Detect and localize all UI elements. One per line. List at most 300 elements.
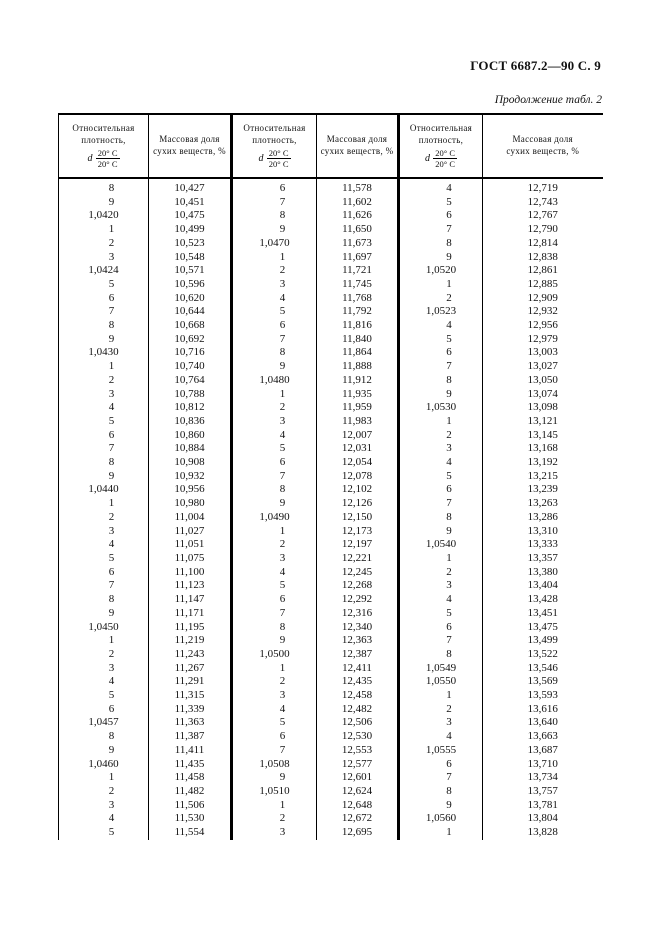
mass-cell: 13,499	[527, 634, 558, 647]
table-row	[59, 511, 603, 525]
mass-cell: 13,168	[527, 442, 558, 455]
mass-cell: 13,640	[527, 716, 558, 729]
table-row	[59, 178, 603, 196]
density-cell: 1,0508	[232, 758, 317, 772]
density-cell: 7	[232, 333, 317, 347]
density-cell: 1,0520	[399, 264, 483, 278]
mass-cell: 11,243	[149, 648, 232, 662]
document-reference: ГОСТ 6687.2—90 С. 9	[470, 58, 601, 73]
mass-cell: 13,451	[527, 606, 558, 619]
mass-cell: 10,740	[149, 360, 232, 374]
table-row	[59, 319, 603, 333]
mass-cell: 11,935	[317, 388, 399, 402]
mass-cell: 12,838	[527, 250, 558, 263]
mass-cell: 12,530	[317, 730, 399, 744]
density-cell: 9	[59, 333, 149, 347]
mass-cell: 12,601	[317, 771, 399, 785]
table-continuation-label: Продолжение табл. 2	[494, 94, 602, 106]
table-row	[59, 456, 603, 470]
table-row	[59, 716, 603, 730]
table-row	[59, 634, 603, 648]
density-cell: 7	[399, 634, 483, 648]
table-row	[59, 525, 603, 539]
mass-cell: 12,126	[317, 497, 399, 511]
table-row	[59, 209, 603, 223]
density-cell: 9	[59, 607, 149, 621]
density-cell: 2	[399, 292, 483, 306]
mass-cell: 10,932	[149, 470, 232, 484]
mass-cell: 13,003	[527, 346, 558, 359]
mass-cell: 13,310	[527, 524, 558, 537]
mass-cell: 10,571	[149, 264, 232, 278]
density-header: Относительная плотность, d $\frac{20^\circ С}{20^\circ С}$	[232, 114, 317, 178]
density-cell: 6	[232, 456, 317, 470]
mass-cell: 11,792	[317, 305, 399, 319]
density-cell: 9	[232, 360, 317, 374]
density-cell: 4	[399, 456, 483, 470]
density-cell: 4	[232, 429, 317, 443]
density-cell: 7	[399, 771, 483, 785]
table-row	[59, 388, 603, 402]
mass-cell: 12,387	[317, 648, 399, 662]
density-cell: 8	[59, 730, 149, 744]
table-row	[59, 771, 603, 785]
density-cell: 3	[232, 826, 317, 840]
mass-cell: 11,888	[317, 360, 399, 374]
density-cell: 4	[59, 675, 149, 689]
mass-cell: 11,816	[317, 319, 399, 333]
density-cell: 2	[59, 648, 149, 662]
density-cell: 8	[399, 237, 483, 251]
density-cell: 2	[232, 812, 317, 826]
density-cell: 1,0560	[399, 812, 483, 826]
density-cell: 9	[59, 744, 149, 758]
table-row	[59, 360, 603, 374]
table-body	[59, 178, 603, 840]
density-cell: 5	[399, 470, 483, 484]
table-row	[59, 346, 603, 360]
density-cell: 4	[399, 730, 483, 744]
table-row	[59, 415, 603, 429]
density-cell: 8	[399, 511, 483, 525]
density-cell: 8	[399, 648, 483, 662]
density-cell: 4	[399, 593, 483, 607]
density-cell: 5	[59, 826, 149, 840]
density-cell: 2	[59, 511, 149, 525]
mass-cell: 13,757	[527, 784, 558, 797]
density-cell: 2	[399, 703, 483, 717]
mass-cell: 10,884	[149, 442, 232, 456]
mass-cell: 11,339	[149, 703, 232, 717]
density-cell: 2	[399, 429, 483, 443]
mass-cell: 10,836	[149, 415, 232, 429]
density-cell: 1	[59, 634, 149, 648]
density-cell: 3	[399, 442, 483, 456]
density-cell: 2	[232, 264, 317, 278]
density-cell: 1	[399, 826, 483, 840]
table-row	[59, 429, 603, 443]
mass-cell: 12,102	[317, 483, 399, 497]
mass-cell: 12,458	[317, 689, 399, 703]
density-cell: 4	[232, 566, 317, 580]
mass-cell: 12,624	[317, 785, 399, 799]
density-cell: 3	[59, 251, 149, 265]
table-row	[59, 497, 603, 511]
table-row	[59, 292, 603, 306]
mass-cell: 11,435	[149, 758, 232, 772]
table-row	[59, 662, 603, 676]
density-cell: 1,0480	[232, 374, 317, 388]
density-cell: 3	[399, 579, 483, 593]
density-cell: 9	[399, 799, 483, 813]
density-cell: 6	[59, 566, 149, 580]
density-cell: 1	[232, 525, 317, 539]
density-cell: 1,0430	[59, 346, 149, 360]
density-cell: 8	[399, 785, 483, 799]
mass-cell: 12,909	[527, 291, 558, 304]
mass-cell: 11,578	[317, 178, 399, 196]
density-cell: 4	[59, 401, 149, 415]
density-cell: 7	[232, 196, 317, 210]
density-cell: 8	[59, 593, 149, 607]
mass-cell: 11,554	[149, 826, 232, 840]
mass-cell: 11,387	[149, 730, 232, 744]
density-cell: 4	[232, 292, 317, 306]
mass-header: Массовая доля сухих веществ, %	[483, 114, 603, 178]
table-row	[59, 758, 603, 772]
mass-cell: 13,121	[527, 414, 558, 427]
mass-cell: 12,695	[317, 826, 399, 840]
mass-cell: 12,719	[527, 182, 558, 194]
density-cell: 6	[232, 593, 317, 607]
mass-cell: 13,687	[527, 743, 558, 756]
mass-cell: 11,912	[317, 374, 399, 388]
mass-cell: 12,932	[527, 305, 558, 318]
density-cell: 5	[399, 607, 483, 621]
density-cell: 5	[232, 442, 317, 456]
mass-cell: 11,745	[317, 278, 399, 292]
mass-cell: 10,908	[149, 456, 232, 470]
table-row	[59, 223, 603, 237]
mass-cell: 10,451	[149, 196, 232, 210]
mass-cell: 11,530	[149, 812, 232, 826]
mass-cell: 10,523	[149, 237, 232, 251]
density-cell: 1,0420	[59, 209, 149, 223]
density-cell: 1	[399, 552, 483, 566]
mass-cell: 12,316	[317, 607, 399, 621]
density-header: Относительная плотность, d $\frac{20^\circ С}{20^\circ С}$	[399, 114, 483, 178]
mass-cell: 12,482	[317, 703, 399, 717]
density-cell: 1	[232, 799, 317, 813]
density-cell: 1,0523	[399, 305, 483, 319]
table-row	[59, 799, 603, 813]
mass-cell: 13,781	[527, 798, 558, 811]
density-cell: 1	[399, 278, 483, 292]
mass-cell: 13,192	[527, 456, 558, 469]
mass-cell: 13,710	[527, 757, 558, 770]
mass-cell: 12,885	[527, 277, 558, 290]
mass-cell: 13,263	[527, 497, 558, 510]
density-cell: 9	[399, 525, 483, 539]
table-row	[59, 264, 603, 278]
table-row	[59, 401, 603, 415]
table-row	[59, 689, 603, 703]
mass-cell: 10,812	[149, 401, 232, 415]
density-cell: 6	[399, 483, 483, 497]
mass-cell: 11,482	[149, 785, 232, 799]
mass-cell: 12,506	[317, 716, 399, 730]
density-cell: 8	[232, 209, 317, 223]
table-row	[59, 196, 603, 210]
table-row	[59, 826, 603, 840]
density-cell: 6	[399, 209, 483, 223]
density-cell: 5	[59, 689, 149, 703]
mass-cell: 13,380	[527, 565, 558, 578]
table-header	[59, 114, 603, 178]
density-cell: 3	[59, 662, 149, 676]
mass-cell: 13,098	[527, 401, 558, 414]
mass-cell: 12,292	[317, 593, 399, 607]
density-cell: 1,0549	[399, 662, 483, 676]
table-row	[59, 607, 603, 621]
density-header: Относительная плотность, d $\frac{20^\circ С}{20^\circ С}$	[59, 114, 149, 178]
table-row	[59, 374, 603, 388]
density-cell: 6	[59, 292, 149, 306]
table-row	[59, 730, 603, 744]
mass-cell: 12,173	[317, 525, 399, 539]
density-cell: 3	[232, 415, 317, 429]
table-row	[59, 566, 603, 580]
mass-cell: 10,716	[149, 346, 232, 360]
mass-cell: 11,195	[149, 621, 232, 635]
density-cell: 7	[232, 470, 317, 484]
mass-cell: 11,075	[149, 552, 232, 566]
density-cell: 9	[232, 771, 317, 785]
mass-cell: 11,171	[149, 607, 232, 621]
density-cell: 7	[232, 744, 317, 758]
density-cell: 1,0555	[399, 744, 483, 758]
mass-cell: 11,602	[317, 196, 399, 210]
density-cell: 9	[232, 497, 317, 511]
density-cell: 1,0510	[232, 785, 317, 799]
mass-cell: 13,593	[527, 689, 558, 702]
density-cell: 2	[232, 538, 317, 552]
mass-cell: 11,411	[149, 744, 232, 758]
density-cell: 6	[399, 621, 483, 635]
mass-cell: 11,147	[149, 593, 232, 607]
table-row	[59, 237, 603, 251]
density-cell: 2	[232, 675, 317, 689]
density-cell: 7	[399, 360, 483, 374]
density-cell: 8	[232, 483, 317, 497]
density-cell: 1,0500	[232, 648, 317, 662]
mass-cell: 12,363	[317, 634, 399, 648]
density-cell: 5	[399, 333, 483, 347]
mass-cell: 12,979	[527, 332, 558, 345]
mass-cell: 13,616	[527, 702, 558, 715]
table-row	[59, 483, 603, 497]
mass-cell: 12,221	[317, 552, 399, 566]
mass-cell: 11,626	[317, 209, 399, 223]
density-cell: 7	[59, 305, 149, 319]
density-cell: 1	[232, 662, 317, 676]
density-cell: 1	[59, 360, 149, 374]
mass-cell: 13,333	[527, 538, 558, 551]
density-cell: 9	[232, 223, 317, 237]
mass-cell: 13,734	[527, 771, 558, 784]
mass-cell: 12,648	[317, 799, 399, 813]
mass-header: Массовая доля сухих веществ, %	[149, 114, 232, 178]
mass-cell: 10,980	[149, 497, 232, 511]
density-cell: 1,0470	[232, 237, 317, 251]
mass-cell: 10,788	[149, 388, 232, 402]
density-cell: 5	[399, 196, 483, 210]
mass-cell: 11,267	[149, 662, 232, 676]
density-cell: 4	[59, 538, 149, 552]
mass-cell: 11,721	[317, 264, 399, 278]
density-cell: 3	[59, 799, 149, 813]
density-cell: 6	[59, 703, 149, 717]
table-row	[59, 621, 603, 635]
density-cell: 1,0490	[232, 511, 317, 525]
mass-cell: 13,828	[527, 826, 558, 839]
density-cell: 2	[399, 566, 483, 580]
mass-cell: 11,959	[317, 401, 399, 415]
density-cell: 4	[59, 812, 149, 826]
density-cell: 2	[59, 237, 149, 251]
density-cell: 8	[59, 319, 149, 333]
density-cell: 8	[59, 456, 149, 470]
mass-cell: 10,692	[149, 333, 232, 347]
table-row	[59, 333, 603, 347]
density-cell: 1,0460	[59, 758, 149, 772]
density-formula: d $\frac{20^\circ С}{20^\circ С}$	[424, 147, 455, 169]
mass-cell: 11,650	[317, 223, 399, 237]
density-cell: 6	[232, 319, 317, 333]
table-row	[59, 442, 603, 456]
mass-cell: 12,790	[527, 223, 558, 236]
density-cell: 9	[399, 388, 483, 402]
table-row	[59, 593, 603, 607]
mass-cell: 11,315	[149, 689, 232, 703]
mass-cell: 12,007	[317, 429, 399, 443]
mass-cell: 11,506	[149, 799, 232, 813]
mass-cell: 12,577	[317, 758, 399, 772]
table-row	[59, 251, 603, 265]
mass-cell: 13,286	[527, 510, 558, 523]
density-cell: 3	[59, 525, 149, 539]
table-row	[59, 305, 603, 319]
density-cell: 5	[232, 305, 317, 319]
density-cell: 3	[232, 552, 317, 566]
mass-cell: 11,768	[317, 292, 399, 306]
mass-cell: 11,697	[317, 251, 399, 265]
density-cell: 1	[59, 497, 149, 511]
mass-cell: 13,239	[527, 483, 558, 496]
mass-cell: 12,340	[317, 621, 399, 635]
mass-cell: 13,475	[527, 620, 558, 633]
mass-cell: 11,363	[149, 716, 232, 730]
table-row	[59, 703, 603, 717]
mass-cell: 10,860	[149, 429, 232, 443]
density-cell: 1,0440	[59, 483, 149, 497]
density-cell: 1	[59, 223, 149, 237]
density-cell: 6	[399, 758, 483, 772]
density-cell: 3	[232, 278, 317, 292]
mass-cell: 13,145	[527, 428, 558, 441]
mass-cell: 10,475	[149, 209, 232, 223]
density-cell: 5	[232, 716, 317, 730]
mass-cell: 10,644	[149, 305, 232, 319]
table-row	[59, 785, 603, 799]
mass-cell: 13,428	[527, 593, 558, 606]
mass-cell: 13,074	[527, 387, 558, 400]
density-cell: 7	[399, 223, 483, 237]
density-cell: 9	[59, 196, 149, 210]
mass-cell: 10,764	[149, 374, 232, 388]
mass-cell: 12,078	[317, 470, 399, 484]
density-cell: 4	[232, 703, 317, 717]
density-cell: 1,0540	[399, 538, 483, 552]
mass-cell: 11,458	[149, 771, 232, 785]
mass-cell: 12,054	[317, 456, 399, 470]
density-cell: 1	[232, 388, 317, 402]
mass-cell: 11,983	[317, 415, 399, 429]
mass-cell: 12,031	[317, 442, 399, 456]
density-cell: 8	[232, 621, 317, 635]
density-cell: 1,0424	[59, 264, 149, 278]
density-cell: 1,0530	[399, 401, 483, 415]
header-row	[59, 114, 603, 178]
mass-cell: 12,672	[317, 812, 399, 826]
density-cell: 8	[232, 346, 317, 360]
density-cell: 8	[59, 178, 149, 196]
density-cell: 6	[399, 346, 483, 360]
table-row	[59, 538, 603, 552]
density-cell: 1	[232, 251, 317, 265]
table-row	[59, 278, 603, 292]
mass-cell: 12,743	[527, 195, 558, 208]
mass-cell: 13,569	[527, 675, 558, 688]
density-cell: 3	[59, 388, 149, 402]
density-cell: 2	[59, 374, 149, 388]
mass-cell: 13,215	[527, 469, 558, 482]
density-cell: 7	[59, 442, 149, 456]
mass-cell: 12,814	[527, 236, 558, 249]
density-cell: 1,0450	[59, 621, 149, 635]
table-row	[59, 675, 603, 689]
density-cell: 8	[399, 374, 483, 388]
density-cell: 1	[399, 689, 483, 703]
mass-cell: 11,004	[149, 511, 232, 525]
mass-cell: 10,620	[149, 292, 232, 306]
mass-cell: 11,123	[149, 579, 232, 593]
mass-cell: 12,861	[527, 264, 558, 277]
mass-cell: 13,663	[527, 730, 558, 743]
density-cell: 1,0550	[399, 675, 483, 689]
density-cell: 2	[232, 401, 317, 415]
density-cell: 7	[232, 607, 317, 621]
density-cell: 3	[399, 716, 483, 730]
density-cell: 3	[232, 689, 317, 703]
mass-cell: 13,357	[527, 551, 558, 564]
mass-cell: 12,411	[317, 662, 399, 676]
mass-cell: 12,767	[527, 209, 558, 222]
density-cell: 5	[59, 278, 149, 292]
density-cell: 7	[399, 497, 483, 511]
density-cell: 9	[399, 251, 483, 265]
density-cell: 9	[232, 634, 317, 648]
